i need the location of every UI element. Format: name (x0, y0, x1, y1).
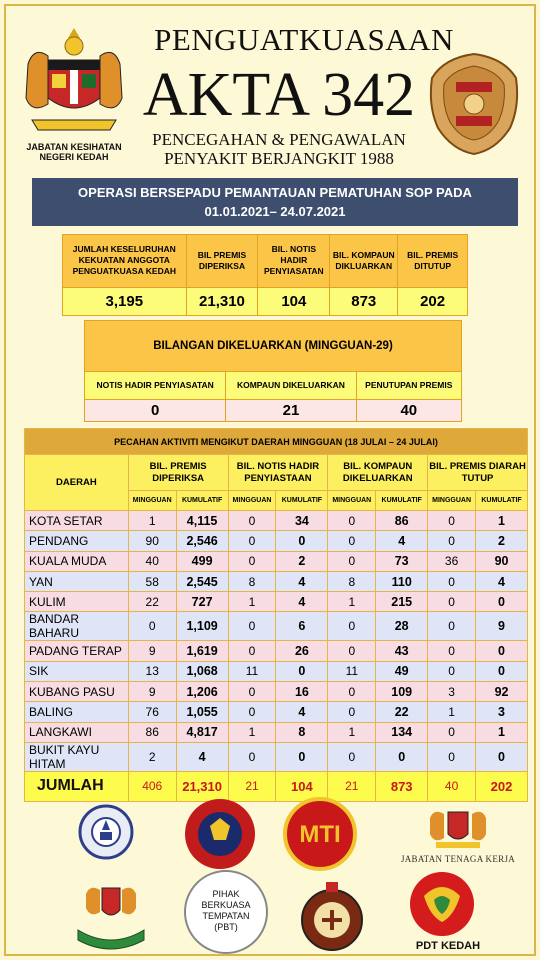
cumulative-value-cell: 90 (476, 551, 528, 571)
cumulative-value-cell: 109 (376, 682, 428, 702)
subtitle-line2: PENYAKIT BERJANGKIT 1988 (164, 149, 394, 168)
summary-header-row (63, 235, 468, 288)
total-value-cell: 406 (128, 771, 176, 801)
weekly-value-cell: 0 (228, 702, 276, 722)
immigration-crest-icon (70, 878, 152, 956)
district-name-cell: PADANG TERAP (25, 641, 129, 661)
weekly-header-cell: NOTIS HADIR PENYIASATAN (85, 371, 226, 399)
weekly-header-cell: KOMPAUN DIKELUARKAN (226, 371, 356, 399)
weekly-value-cell: 22 (128, 592, 176, 612)
cumulative-value-cell: 727 (176, 592, 228, 612)
district-row (25, 682, 528, 702)
summary-value-row (63, 287, 468, 315)
cumulative-value-cell: 4 (176, 742, 228, 771)
total-value-cell: 21 (328, 771, 376, 801)
agency-name-line2: NEGERI KEDAH (39, 152, 109, 162)
district-name-cell: BANDAR BAHARU (25, 612, 129, 641)
district-row (25, 702, 528, 722)
district-name-cell: KULIM (25, 592, 129, 612)
cumulative-value-cell: 1 (476, 511, 528, 531)
weekly-value-cell: 8 (328, 571, 376, 591)
group-header: BIL. NOTIS HADIR PENYIASTAAN (228, 455, 328, 491)
total-value-cell: 104 (276, 771, 328, 801)
cumulative-value-cell: 73 (376, 551, 428, 571)
pbt-line4: (PBT) (214, 922, 238, 932)
weekly-value-cell: 0 (428, 641, 476, 661)
district-name-cell: KUALA MUDA (25, 551, 129, 571)
sub-header-mingguan: MINGGUAN (328, 491, 376, 511)
cumulative-value-cell: 0 (476, 592, 528, 612)
jtk-caption: JABATAN TENAGA KERJA (400, 854, 516, 864)
summary-header-cell: BIL. KOMPAUN DIKLUARKAN (330, 235, 398, 288)
sub-header-mingguan: MINGGUAN (428, 491, 476, 511)
police-badge-icon (64, 802, 148, 862)
title-line2: AKTA 342 (142, 61, 416, 129)
mti-logo (282, 796, 358, 872)
pbt-line1: PIHAK (212, 889, 240, 899)
weekly-value-cell: 0 (428, 742, 476, 771)
cumulative-value-cell: 26 (276, 641, 328, 661)
cumulative-value-cell: 2 (476, 531, 528, 551)
cumulative-value-cell: 499 (176, 551, 228, 571)
cumulative-value-cell: 0 (476, 661, 528, 681)
group-header: BIL. KOMPAUN DIKELUARKAN (328, 455, 428, 491)
weekly-value-cell: 0 (328, 551, 376, 571)
cumulative-value-cell: 49 (376, 661, 428, 681)
mti-emblem-icon (282, 796, 358, 872)
weekly-value-cell: 0 (228, 511, 276, 531)
cumulative-value-cell: 1,109 (176, 612, 228, 641)
district-row (25, 661, 528, 681)
district-row (25, 592, 528, 612)
cumulative-value-cell: 4,817 (176, 722, 228, 742)
cumulative-value-cell: 2,545 (176, 571, 228, 591)
poster-frame (4, 4, 536, 956)
district-table-title: PECAHAN AKTIVITI MENGIKUT DAERAH MINGGUAN (18 JULAI – 24 JULAI) (25, 429, 528, 455)
weekly-value-cell: 0 (228, 682, 276, 702)
weekly-value-cell: 90 (128, 531, 176, 551)
cumulative-value-cell: 134 (376, 722, 428, 742)
district-row (25, 511, 528, 531)
daerah-header: DAERAH (25, 455, 129, 511)
summary-header-cell: BIL. NOTIS HADIR PENYIASATAN (258, 235, 330, 288)
district-name-cell: KOTA SETAR (25, 511, 129, 531)
total-label: JUMLAH (25, 771, 129, 801)
total-value-cell: 40 (428, 771, 476, 801)
cumulative-value-cell: 6 (276, 612, 328, 641)
district-row (25, 531, 528, 551)
weekly-value-cell: 0 (128, 612, 176, 641)
district-name-cell: LANGKAWI (25, 722, 129, 742)
jtk-crest-logo (418, 804, 498, 852)
weekly-value-cell: 1 (128, 511, 176, 531)
cumulative-value-cell: 0 (276, 742, 328, 771)
pbt-line2: BERKUASA (201, 900, 251, 910)
weekly-value-cell: 0 (428, 511, 476, 531)
weekly-value-cell: 21 (226, 399, 356, 421)
weekly-value-cell: 11 (328, 661, 376, 681)
summary-value-cell: 202 (398, 287, 468, 315)
weekly-value-cell: 40 (356, 399, 461, 421)
total-value-cell: 202 (476, 771, 528, 801)
cumulative-value-cell: 0 (276, 661, 328, 681)
weekly-value-cell: 0 (228, 531, 276, 551)
sub-header-kumulatif: KUMULATIF (476, 491, 528, 511)
operation-banner (32, 178, 518, 226)
immigration-logo (70, 878, 152, 956)
weekly-value-row (85, 399, 462, 421)
district-name-cell: BUKIT KAYU HITAM (25, 742, 129, 771)
district-name-cell: BALING (25, 702, 129, 722)
cumulative-value-cell: 3 (476, 702, 528, 722)
summary-header-cell: BIL PREMIS DIPERIKSA (186, 235, 258, 288)
weekly-value-cell: 0 (428, 661, 476, 681)
total-value-cell: 873 (376, 771, 428, 801)
cumulative-value-cell: 28 (376, 612, 428, 641)
coat-of-arms-icon (18, 24, 130, 140)
header (6, 6, 538, 174)
kedah-crest-logo (18, 24, 130, 162)
weekly-header-cell: PENUTUPAN PREMIS (356, 371, 461, 399)
cumulative-value-cell: 0 (276, 531, 328, 551)
weekly-value-cell: 76 (128, 702, 176, 722)
weekly-value-cell: 2 (128, 742, 176, 771)
civil-defence-logo (296, 876, 368, 956)
sub-header-mingguan: MINGGUAN (128, 491, 176, 511)
cumulative-value-cell: 1,068 (176, 661, 228, 681)
sub-header-kumulatif: KUMULATIF (376, 491, 428, 511)
weekly-value-cell: 0 (328, 742, 376, 771)
nsc-emblem-icon (182, 796, 258, 872)
nsc-logo (182, 796, 258, 872)
cumulative-value-cell: 1 (476, 722, 528, 742)
badge-icon (428, 52, 520, 156)
weekly-value-cell: 0 (85, 399, 226, 421)
weekly-value-cell: 58 (128, 571, 176, 591)
weekly-table (84, 320, 462, 422)
weekly-header-row (85, 371, 462, 399)
weekly-value-cell: 0 (328, 612, 376, 641)
district-name-cell: PENDANG (25, 531, 129, 551)
cumulative-value-cell: 0 (376, 742, 428, 771)
weekly-value-cell: 0 (328, 682, 376, 702)
weekly-value-cell: 0 (428, 612, 476, 641)
group-header: BIL. PREMIS DIARAH TUTUP (428, 455, 528, 491)
subtitle-line1: PENCEGAHAN & PENGAWALAN (152, 130, 406, 149)
weekly-value-cell: 0 (228, 641, 276, 661)
weekly-value-cell: 0 (228, 612, 276, 641)
weekly-value-cell: 0 (228, 742, 276, 771)
crest-icon (418, 804, 498, 852)
weekly-value-cell: 0 (428, 571, 476, 591)
weekly-value-cell: 0 (328, 531, 376, 551)
subtitle (134, 130, 424, 168)
weekly-value-cell: 3 (428, 682, 476, 702)
weekly-value-cell: 1 (428, 702, 476, 722)
summary-value-cell: 21,310 (186, 287, 258, 315)
summary-value-cell: 3,195 (63, 287, 187, 315)
weekly-value-cell: 11 (228, 661, 276, 681)
police-logo (64, 802, 148, 862)
banner-line2: 01.01.2021– 24.07.2021 (204, 204, 346, 219)
weekly-value-cell: 1 (228, 592, 276, 612)
cumulative-value-cell: 0 (476, 641, 528, 661)
district-name-cell: YAN (25, 571, 129, 591)
summary-value-cell: 873 (330, 287, 398, 315)
pdt-caption: PDT KEDAH (415, 940, 481, 952)
cumulative-value-cell: 2,546 (176, 531, 228, 551)
cumulative-value-cell: 1,619 (176, 641, 228, 661)
mti-text: MTI (299, 821, 341, 848)
summary-header-cell: JUMLAH KESELURUHAN KEKUATAN ANGGOTA PENGUATKUASA KEDAH (63, 235, 187, 288)
cumulative-value-cell: 43 (376, 641, 428, 661)
weekly-value-cell: 0 (328, 641, 376, 661)
cumulative-value-cell: 86 (376, 511, 428, 531)
cumulative-value-cell: 9 (476, 612, 528, 641)
weekly-value-cell: 8 (228, 571, 276, 591)
cumulative-value-cell: 0 (476, 742, 528, 771)
cumulative-value-cell: 4 (276, 571, 328, 591)
district-group-header-row (25, 455, 528, 491)
cumulative-value-cell: 16 (276, 682, 328, 702)
weekly-value-cell: 0 (328, 511, 376, 531)
weekly-value-cell: 0 (328, 702, 376, 722)
agency-name-line1: JABATAN KESIHATAN (26, 142, 122, 152)
weekly-value-cell: 13 (128, 661, 176, 681)
district-row (25, 722, 528, 742)
cumulative-value-cell: 4,115 (176, 511, 228, 531)
banner-line1: OPERASI BERSEPADU PEMANTAUAN PEMATUHAN SOP PADA (78, 185, 472, 200)
district-row (25, 742, 528, 771)
weekly-value-cell: 36 (428, 551, 476, 571)
total-value-cell: 21,310 (176, 771, 228, 801)
cumulative-value-cell: 4 (476, 571, 528, 591)
enforcement-badge-logo (428, 52, 520, 156)
weekly-title: BILANGAN DIKELUARKAN (MINGGUAN-29) (85, 321, 462, 372)
cumulative-value-cell: 1,055 (176, 702, 228, 722)
weekly-value-cell: 9 (128, 682, 176, 702)
pbt-badge (184, 870, 268, 954)
weekly-value-cell: 1 (328, 592, 376, 612)
cumulative-value-cell: 4 (276, 702, 328, 722)
cumulative-value-cell: 4 (276, 592, 328, 612)
total-value-cell: 21 (228, 771, 276, 801)
total-row (25, 771, 528, 801)
district-name-cell: SIK (25, 661, 129, 681)
weekly-value-cell: 1 (228, 722, 276, 742)
title-line1: PENGUATKUASAAN (154, 22, 454, 57)
cumulative-value-cell: 215 (376, 592, 428, 612)
sub-header-kumulatif: KUMULATIF (276, 491, 328, 511)
kedah-emblem-icon (402, 870, 482, 938)
summary-value-cell: 104 (258, 287, 330, 315)
cumulative-value-cell: 4 (376, 531, 428, 551)
group-header: BIL. PREMIS DIPERIKSA (128, 455, 228, 491)
district-row (25, 641, 528, 661)
cumulative-value-cell: 8 (276, 722, 328, 742)
pdt-kedah-logo (402, 870, 482, 938)
summary-table (62, 234, 468, 316)
cumulative-value-cell: 22 (376, 702, 428, 722)
weekly-value-cell: 1 (328, 722, 376, 742)
weekly-value-cell: 0 (428, 531, 476, 551)
cumulative-value-cell: 92 (476, 682, 528, 702)
cumulative-value-cell: 2 (276, 551, 328, 571)
district-table (24, 428, 528, 802)
summary-header-cell: BIL. PREMIS DITUTUP (398, 235, 468, 288)
district-row (25, 551, 528, 571)
weekly-value-cell: 0 (228, 551, 276, 571)
weekly-value-cell: 9 (128, 641, 176, 661)
sub-header-kumulatif: KUMULATIF (176, 491, 228, 511)
weekly-value-cell: 0 (428, 592, 476, 612)
defence-emblem-icon (296, 876, 368, 956)
cumulative-value-cell: 110 (376, 571, 428, 591)
sub-header-mingguan: MINGGUAN (228, 491, 276, 511)
weekly-value-cell: 0 (428, 722, 476, 742)
cumulative-value-cell: 1,206 (176, 682, 228, 702)
district-name-cell: KUBANG PASU (25, 682, 129, 702)
cumulative-value-cell: 34 (276, 511, 328, 531)
weekly-value-cell: 40 (128, 551, 176, 571)
pbt-line3: TEMPATAN (202, 911, 250, 921)
district-row (25, 571, 528, 591)
district-row (25, 612, 528, 641)
weekly-value-cell: 86 (128, 722, 176, 742)
